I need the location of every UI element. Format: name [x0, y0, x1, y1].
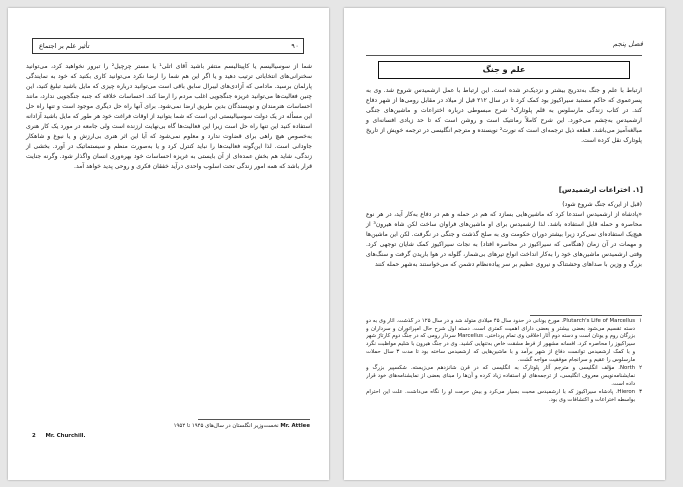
section-text	[366, 200, 642, 304]
footnote-item	[366, 365, 642, 388]
footnote-label: Mr. Attlee	[280, 423, 310, 429]
chapter-rule	[366, 55, 642, 56]
right-page	[344, 8, 665, 480]
left-paragraph: شما از سوسیالیسم یا کاپیتالیسم منتفر باشید آقای اتلی¹ یا مستر چرچیل² را تبرور نخواهید کرد، می‌توانید سخنرانی‌های انتخاباتی ترتیب دهید و یا اگر این هم شما را ارضا نکرد می‌توانید کاری بکنید که خود به نمایندگی پارلمان برسید. مادامی که آزادی‌های لیبرال سابق باقی است می‌توانید درباره چیزی که مایل باشید تبلیغ کنید، این چنین فعالیت‌ها می‌توانید غریزه جنگجویی اغلب مردم را ارضا کند. احساسات خلاقه که جنبه جنگجویی ندارد، مانند احساسات هنرمندان و نویسندگان بدین طریق ارضا نمی‌شود. برای آنها راه حل دیگری موجود است و تنها راه حل این مسأله در یک دولت سوسیالیستی این است که شما بتوانید از اوقات فراغت خود هر طور که مایل باشید آزادانه استفاده کنید این تنها راه حل است زیرا این فعالیت‌ها گاه بی‌نهایت ارزنده است ولی جامعه در مورد یک کار هنری به‌خصوص هیچ راهی برای قضاوت ندارد و معلوم نمی‌شود که آیا این اثر هنری بی‌ارزش و یا نبوغ و شاهکار جاودانی است. لذا این‌گونه فعالیت‌ها را نباید کنترل کرد و یا به‌صورت منظم و سیستماتیک در آورد. بخشی از زندگی، شاید هم بخش عمده‌ای از آن بایستی به غریزه احساسات خود بهره‌وری انسان واگذار شود. وگرنه جنایت قرار باشد که همه امور زندگی تحت اسلوب واحدی درآید خفقان فکری و روحی پدید خواهد آمد.	[26, 63, 312, 170]
chapter-label: فصل پنجم	[612, 40, 643, 48]
running-header	[32, 38, 304, 54]
intro-text	[366, 86, 642, 178]
left-body-text	[26, 62, 312, 257]
left-page	[8, 8, 329, 480]
section-heading: [۱. اختراعات ارشمیدس]	[558, 186, 643, 194]
right-footnotes	[366, 318, 642, 470]
footnote-text: North. مؤلف انگلیسی و مترجم آثار پلوتارک به انگلیسی که در قرن شانزدهم می‌زیسته. شکسپیر بزرگ و نمایشنامه‌نویس معروف انگلیسی، از ترجمه‌های او استفاده زیاد کرده و آن‌ها را مبنای بعضی از نمایشنامه‌های خود قرار داده است.	[366, 365, 636, 387]
left-footnotes	[32, 423, 310, 440]
footnote-item	[366, 318, 642, 364]
section-subtitle: (قبل از این‌که جنگ شروع شود)	[562, 201, 642, 208]
footnote-item	[32, 433, 310, 441]
page-number: ۹۰	[291, 42, 299, 50]
section-paragraph: «پادشاه از ارشمیدس استدعا کرد که ماشین‌هایی بسازد که هم در حمله و هم در دفاع به‌کار آید، در هر نوع محاصره و حمله قابل استفاده باشد. لذا ارشمیدس برای او ماشین‌های فراوان ساخت لکن شاه هیرون³ از هیچ‌یک استفاده‌ای نمی‌کرد زیرا بیشتر دوران حکومت وی به صلح گذشت و جنگی در نگرفت. لکن این ماشین‌ها و مهمات در آن زمان (هنگامی که سیراکیوز در محاصره افتاد) به نجات سیراکیوز کمک شایان توجهی کرد. وقتی ارشمیدس ماشین‌های خود را به‌کار انداخت انواع تیرهای بی‌شمار، گلوله در هوا باریدن گرفت و سنگ‌های بزرگ و وزین با صداهای وحشتناک و نیروی عظیم بر سر پیاده‌نظام دشمن که می‌خواستند به‌شهر حمله کنند	[366, 211, 643, 268]
footnote-number: 2	[32, 432, 36, 439]
footnote-label: Mr. Churchill.	[45, 432, 86, 439]
footnote-number: ۳	[639, 389, 642, 396]
intro-paragraph: ارتباط با علم و جنگ به‌تدریج بیشتر و نزدیک‌تر شده است. این ارتباط با عمل ارشمیدس شروع شد. وی به پسرعموی که حاکم مستبد سیراکیوز بود کمک کرد تا در سال ۲۱۲ قبل از میلاد در مقابل رومی‌ها از شهر دفاع کند. در کتاب زندگی مارسلوس به قلم پلوتارک¹ شرح مبسوطی درباره اختراعات و ماشین‌های جنگی ارشمیدس به‌چشم می‌خورد. این شرح کاملاً رمانتیک است و روشن است که تا حد زیادی افسانه‌ای و مبالغه‌آمیز می‌باشد. قطعه ذیل ترجمه‌ای است که نورث² نویسنده و مترجم انگلیسی در ترجمه خویش از تاریخ پلوتارک نقل کرده است.	[366, 87, 643, 144]
footnote-item	[32, 423, 310, 431]
footnote-separator	[530, 315, 642, 316]
running-title: تأثیر علم بر اجتماع	[39, 42, 90, 50]
footnote-separator	[198, 419, 310, 420]
footnote-text: نخست‌وزیر انگلستان در سال‌های ۱۹۴۵ تا ۱۹۵۲	[173, 423, 279, 429]
footnote-number: ۱	[639, 318, 642, 324]
footnote-text: Hieron. پادشاه سیراکیوز که با ارشمیدس محبت بسیار می‌کرد و بیش حرمت او را نگاه می‌داشت. علت این احترام بواسطه اختراعات و اکتشافات وی بود.	[366, 389, 636, 404]
footnote-item	[366, 389, 642, 404]
footnote-text: Plutarch's Life of Marcellus. مورخ یونانی در حدود سال ۴۵ میلادی متولد شد و در سال ۱۲۵ در گذشت. آثار وی به دو دسته تقسیم می‌شود بعضی بیشتر و بعضی دارای اهمیت کمتری است. دسته اول شرح حال امپراتوران و سرداران و بزرگان روم و یونان است و دسته دوم آثار اخلاقی وی تمام پرداختی. Marcellus سردار رومی که در جنگ دوم کارتاژ شهر سیراکیوز را محاصره کرد. افسانه مشهور از فرط مشقت خاص به‌تنهایی کشید. وی در جنگ هیرون با شلیم مواظبت نگرد و با کمک ارشمیدس توانست دفاع از شهر برآمد و با ماشین‌هایی که ارشمیدس ساخته بود تا مدت ۳ سال حملات مارسلوس را عقیم و سرانجام موفقیت مواجه گشت.	[366, 318, 636, 363]
chapter-title: علم و جنگ	[378, 61, 630, 79]
footnote-number: ۲	[639, 365, 642, 372]
